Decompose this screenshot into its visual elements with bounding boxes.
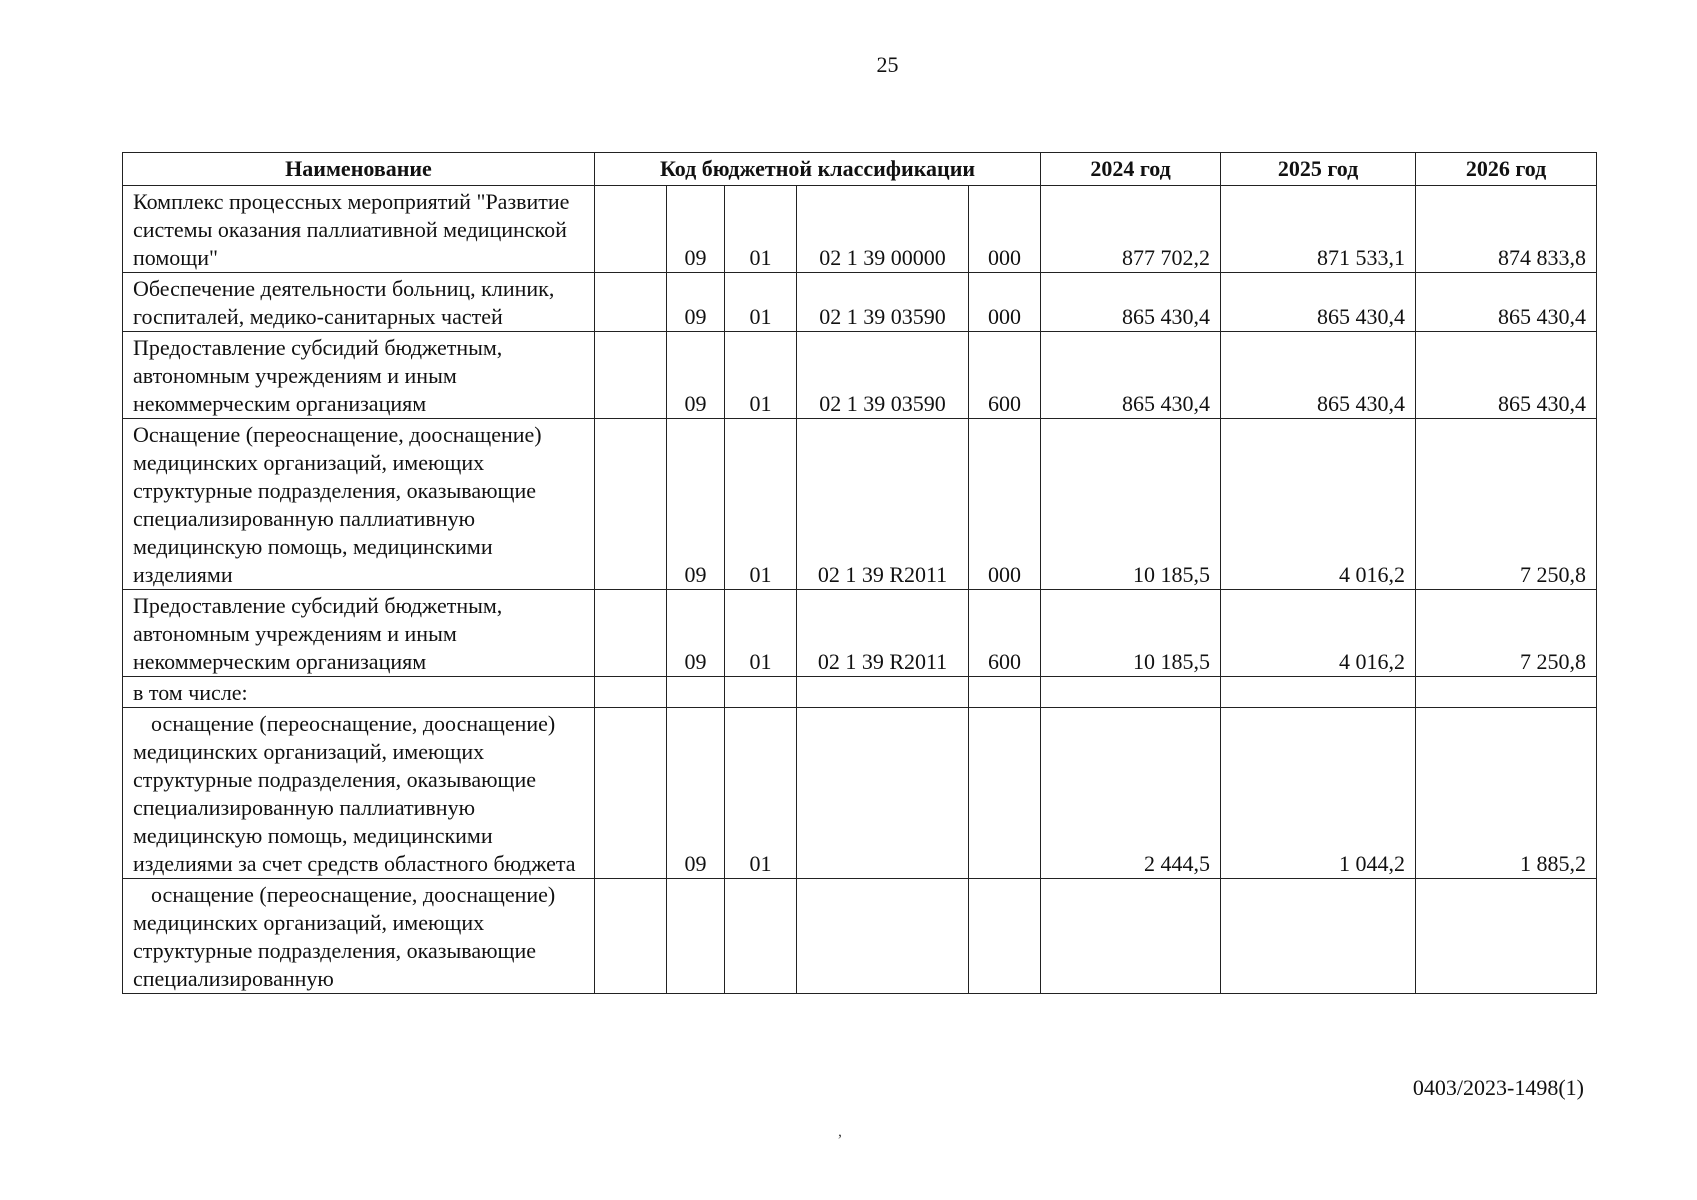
code-subsection: 01	[725, 273, 797, 332]
code-target: 02 1 39 03590	[797, 332, 969, 419]
code-target	[797, 879, 969, 994]
value-2024: 877 702,2	[1041, 186, 1221, 273]
code-col-0	[595, 186, 667, 273]
code-section	[667, 677, 725, 708]
code-expense-type: 000	[969, 273, 1041, 332]
code-target	[797, 708, 969, 879]
code-col-0	[595, 708, 667, 879]
value-2024: 2 444,5	[1041, 708, 1221, 879]
row-name: Предоставление субсидий бюджетным, автономным учреждениям и иным некоммерческим организациям	[123, 590, 595, 677]
table-row	[123, 186, 1597, 273]
code-section: 09	[667, 419, 725, 590]
header-code: Код бюджетной классификации	[595, 153, 1041, 186]
value-2024: 865 430,4	[1041, 332, 1221, 419]
table-row	[123, 590, 1597, 677]
value-2025	[1221, 879, 1416, 994]
code-target: 02 1 39 R2011	[797, 419, 969, 590]
value-2025	[1221, 677, 1416, 708]
row-name: Обеспечение деятельности больниц, клиник, госпиталей, медико-санитарных частей	[123, 273, 595, 332]
code-subsection	[725, 879, 797, 994]
value-2024: 10 185,5	[1041, 419, 1221, 590]
value-2026: 7 250,8	[1416, 419, 1597, 590]
row-name: в том числе:	[123, 677, 595, 708]
code-col-0	[595, 677, 667, 708]
code-col-0	[595, 879, 667, 994]
code-expense-type: 600	[969, 332, 1041, 419]
table-row	[123, 273, 1597, 332]
code-subsection: 01	[725, 590, 797, 677]
row-name: Предоставление субсидий бюджетным, автономным учреждениям и иным некоммерческим организациям	[123, 332, 595, 419]
header-2025: 2025 год	[1221, 153, 1416, 186]
document-id: 0403/2023-1498(1)	[1412, 1075, 1584, 1100]
table-row	[123, 708, 1597, 879]
code-section: 09	[667, 590, 725, 677]
code-expense-type: 000	[969, 186, 1041, 273]
footer-mark: ,	[838, 1123, 842, 1140]
value-2026: 874 833,8	[1416, 186, 1597, 273]
code-section	[667, 879, 725, 994]
value-2024	[1041, 677, 1221, 708]
row-name: оснащение (переоснащение, дооснащение) медицинских организаций, имеющих структурные подразделения, оказывающие специализированную	[123, 879, 595, 994]
code-expense-type	[969, 677, 1041, 708]
value-2026: 865 430,4	[1416, 332, 1597, 419]
code-expense-type: 600	[969, 590, 1041, 677]
row-name: оснащение (переоснащение, дооснащение) медицинских организаций, имеющих структурные подразделения, оказывающие специализированную паллиативную медицинскую помощь, медицинскими изделиями за счет средств областного бюджета	[123, 708, 595, 879]
budget-table	[122, 152, 1597, 994]
table-row	[123, 332, 1597, 419]
code-section: 09	[667, 273, 725, 332]
code-target: 02 1 39 03590	[797, 273, 969, 332]
table-row	[123, 677, 1597, 708]
code-col-0	[595, 590, 667, 677]
table-row	[123, 879, 1597, 994]
code-section: 09	[667, 186, 725, 273]
value-2026: 865 430,4	[1416, 273, 1597, 332]
code-subsection: 01	[725, 708, 797, 879]
code-subsection: 01	[725, 186, 797, 273]
value-2024: 10 185,5	[1041, 590, 1221, 677]
header-2024: 2024 год	[1041, 153, 1221, 186]
value-2026: 7 250,8	[1416, 590, 1597, 677]
page-number: 25	[876, 52, 899, 77]
code-subsection: 01	[725, 419, 797, 590]
value-2025: 4 016,2	[1221, 419, 1416, 590]
code-col-0	[595, 419, 667, 590]
value-2024: 865 430,4	[1041, 273, 1221, 332]
code-section: 09	[667, 708, 725, 879]
value-2026	[1416, 677, 1597, 708]
code-target	[797, 677, 969, 708]
header-2026: 2026 год	[1416, 153, 1597, 186]
value-2025: 865 430,4	[1221, 332, 1416, 419]
value-2025: 865 430,4	[1221, 273, 1416, 332]
code-col-0	[595, 273, 667, 332]
value-2025: 1 044,2	[1221, 708, 1416, 879]
value-2024	[1041, 879, 1221, 994]
header-name: Наименование	[123, 153, 595, 186]
code-subsection	[725, 677, 797, 708]
code-section: 09	[667, 332, 725, 419]
code-subsection: 01	[725, 332, 797, 419]
code-target: 02 1 39 R2011	[797, 590, 969, 677]
value-2025: 4 016,2	[1221, 590, 1416, 677]
table-header-row	[123, 153, 1597, 186]
table-row	[123, 419, 1597, 590]
row-name: Комплекс процессных мероприятий "Развитие системы оказания паллиативной медицинской помощи"	[123, 186, 595, 273]
value-2026	[1416, 879, 1597, 994]
code-expense-type	[969, 879, 1041, 994]
value-2025: 871 533,1	[1221, 186, 1416, 273]
code-target: 02 1 39 00000	[797, 186, 969, 273]
row-name: Оснащение (переоснащение, дооснащение) медицинских организаций, имеющих структурные подразделения, оказывающие специализированную паллиативную медицинскую помощь, медицинскими изделиями	[123, 419, 595, 590]
code-col-0	[595, 332, 667, 419]
code-expense-type	[969, 708, 1041, 879]
value-2026: 1 885,2	[1416, 708, 1597, 879]
code-expense-type: 000	[969, 419, 1041, 590]
